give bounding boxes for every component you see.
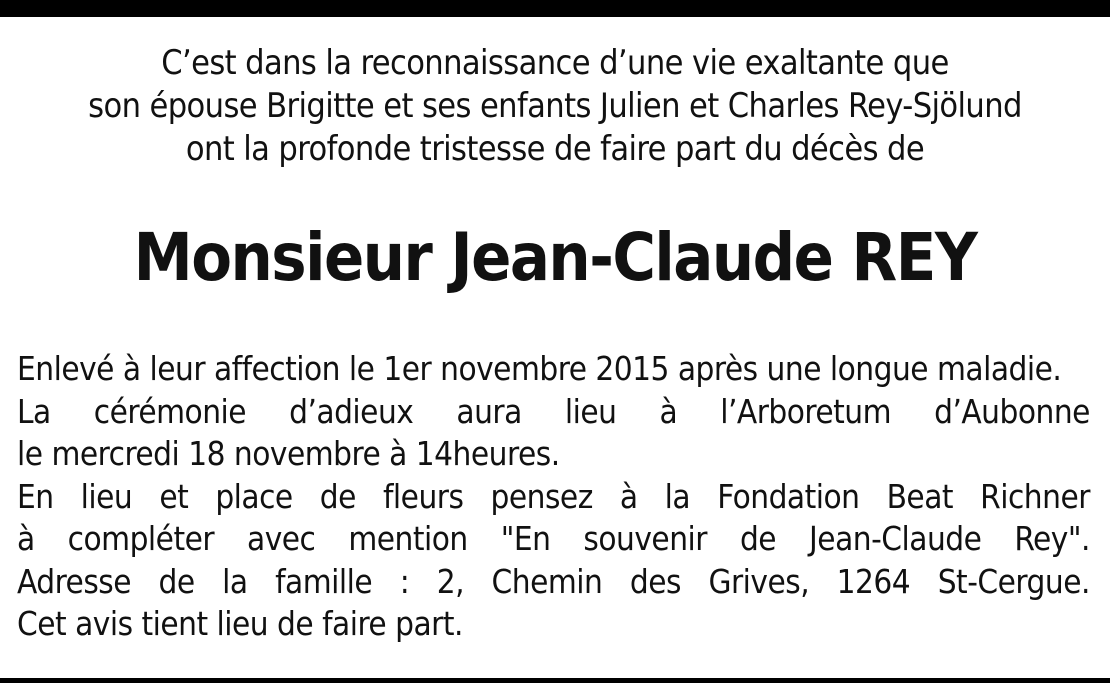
deceased-name-heading: Monsieur Jean-Claude REY [133, 219, 977, 296]
announcement-body [17, 348, 1090, 646]
body-word: avec [247, 519, 316, 558]
body-line-5 [17, 518, 1090, 561]
body-word: souvenir [583, 519, 707, 558]
body-word: fleurs [382, 476, 464, 516]
body-word: La [17, 391, 51, 431]
body-word: à [17, 519, 35, 558]
body-word: aura [456, 391, 522, 431]
body-word: 1264 [836, 561, 911, 601]
body-word: Fondation [717, 476, 860, 516]
body-word: "En [500, 519, 551, 558]
body-word: Jean-Claude [809, 519, 982, 558]
intro-line-1: C’est dans la reconnaissance d’une vie exaltante que [161, 43, 949, 83]
body-word: des [629, 561, 681, 601]
body-word: cérémonie [93, 391, 247, 431]
body-word: de [739, 519, 777, 558]
body-word: de [158, 561, 195, 601]
body-word: Richner [980, 476, 1090, 516]
body-word: famille [275, 561, 373, 601]
body-word: Grives, [708, 561, 810, 601]
body-word: pensez [490, 476, 593, 516]
body-word: l’Arboretum [720, 391, 892, 431]
body-word: St-Cergue. [937, 561, 1090, 601]
body-line-4 [17, 476, 1090, 519]
body-word: : [399, 561, 410, 601]
body-word: Rey". [1014, 519, 1090, 558]
intro-line-2: son épouse Brigitte et ses enfants Julien et Charles Rey-Sjölund [88, 86, 1022, 126]
top-border-rule [0, 0, 1110, 17]
body-line-2 [17, 391, 1090, 434]
body-word: d’adieux [289, 391, 414, 431]
body-word: Adresse [17, 561, 132, 601]
body-word: d’Aubonne [934, 391, 1090, 431]
body-line-1: Enlevé à leur affection le 1er novembre 2015 après une longue maladie. [17, 349, 1062, 388]
body-word: de [319, 476, 356, 516]
bottom-border-rule [0, 678, 1110, 683]
body-word: En [17, 476, 54, 516]
body-word: à [659, 391, 678, 431]
body-word: compléter [67, 519, 215, 558]
body-line-7: Cet avis tient lieu de faire part. [17, 604, 463, 643]
body-word: à [619, 476, 638, 516]
body-line-3: le mercredi 18 novembre à 14heures. [17, 434, 560, 473]
body-word: Beat [886, 476, 954, 516]
body-word: lieu [80, 476, 133, 516]
body-word: place [215, 476, 293, 516]
body-word: 2, [436, 561, 465, 601]
body-word: la [664, 476, 691, 516]
body-word: Chemin [491, 561, 603, 601]
body-word: mention [348, 519, 468, 558]
intro-line-3: ont la profonde tristesse de faire part du décès de [185, 129, 925, 169]
body-word: lieu [564, 391, 617, 431]
intro-paragraph [0, 42, 1110, 171]
body-line-6 [17, 561, 1090, 604]
body-word: la [222, 561, 248, 601]
body-word: et [159, 476, 189, 516]
